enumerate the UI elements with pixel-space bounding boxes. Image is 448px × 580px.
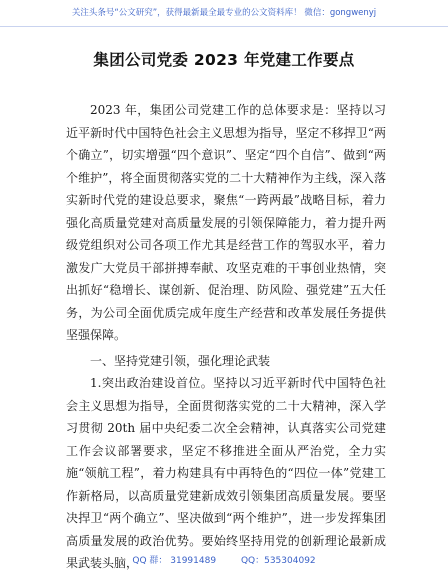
section-heading: 一、坚持党建引领，强化理论武装 <box>90 353 271 368</box>
document-title: 集团公司党委 2023 年党建工作要点 <box>93 51 355 69</box>
document-body <box>66 99 386 575</box>
footer <box>0 553 448 566</box>
footer-qq-group: QQ 群： 31991489 <box>132 556 217 566</box>
footer-qq-contact: QQ：535304092 <box>240 556 316 566</box>
intro-paragraph: 2023 年，集团公司党建工作的总体要求是：坚持以习近平新时代中国特色社会主义思想为指导，坚定不移捍卫“两个确立”，切实增强“四个意识”、坚定“四个自信”、做到“两个维护”，将全面贯彻落实党的二十大精神作为主线，深入落实新时代党的建设总要求，聚焦“一跨两最”战略目标，着力强化高质量党建对高质量发展的引领保障能力，着力提升两级党组织对公司各项工作尤其是经营工作的驾驭水平，着力激发广大党员干部拼搏奉献、攻坚克难的干事创业热情，突出抓好“稳增长、谋创新、促治理、防风险、强党建”五大任务，为公司全面优质完成年度生产经营和改革发展任务提供坚强保障。 <box>66 103 386 342</box>
header-note: 关注头条号“公文研究”，获得最新最全最专业的公文资料库！ 微信：gongwenyj <box>0 0 448 27</box>
item-paragraph: 1.突出政治建设首位。坚持以习近平新时代中国特色社会主义思想为指导，全面贯彻落实党的二十大精神，深入学习贯彻 20th 届中央纪委二次全会精神，认真落实公司党建工作会议部署要求，坚定不移推进全面从严治党，全力实施“领航工程”，着力构建具有中再特色的“四位一体”党建工作新格局，以高质量党建新成效引领集团高质量发展。要坚决捍卫“两个确立”、坚决做到“两个维护”，进一步发挥集团高质量发展的政治优势。要始终坚持用党的创新理论最新成果武装头脑， <box>66 376 386 570</box>
